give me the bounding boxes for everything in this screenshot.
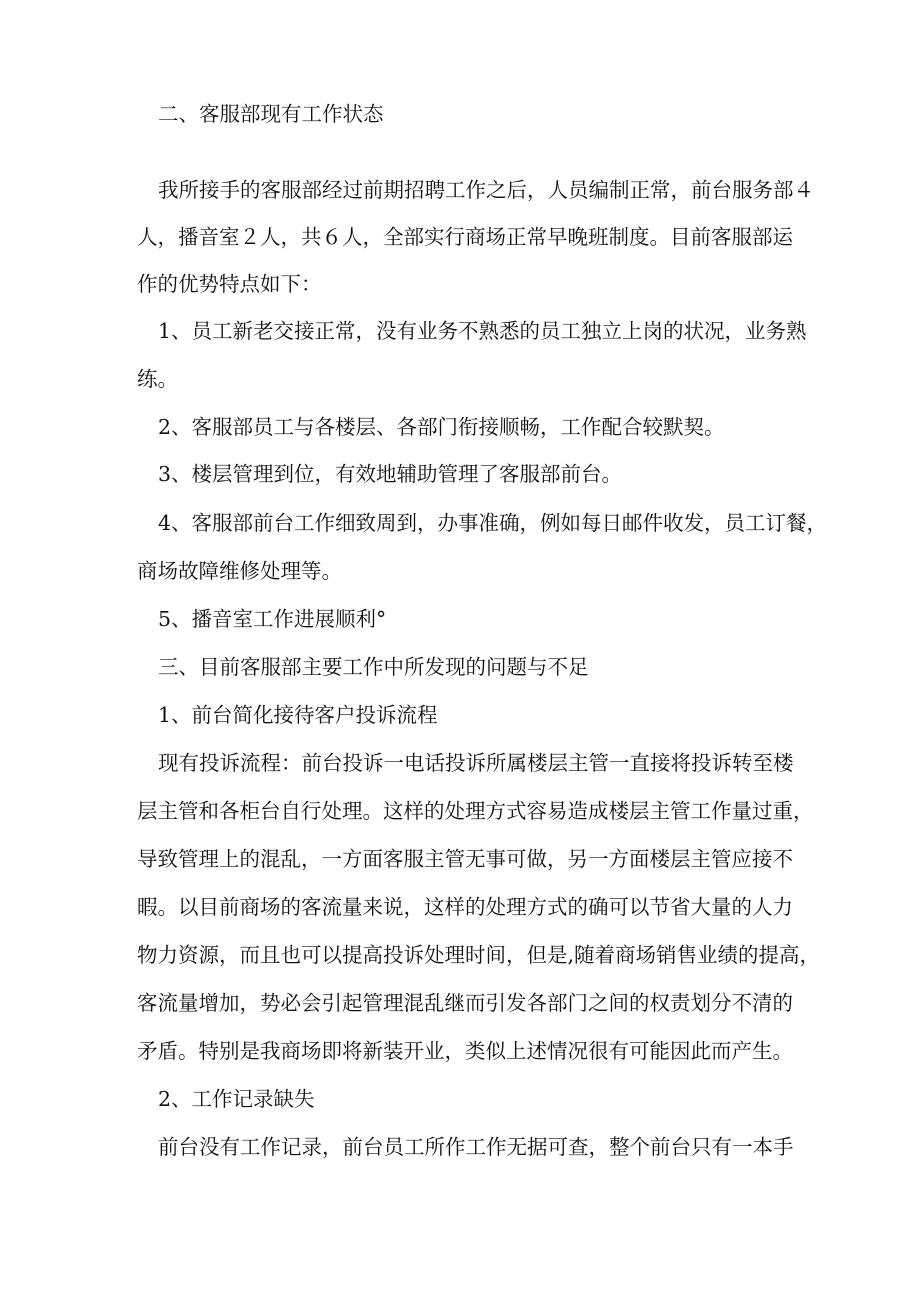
section-heading-problems: 三、目前客服部主要工作中所发现的问题与不足	[158, 655, 589, 679]
list-item-4: 4、客服部前台工作细致周到，办事准确，例如每日邮件收发，员工订餐，	[158, 511, 828, 535]
subheading-complaint-process: 1、前台简化接待客户投诉流程	[158, 703, 438, 727]
section-heading-current-status: 二、客服部现有工作状态	[158, 102, 384, 126]
paragraph-line: 作的优势特点如下：	[137, 272, 322, 296]
list-item-5: 5、播音室工作进展顺利°	[158, 607, 387, 631]
list-item-3: 3、楼层管理到位，有效地辅助管理了客服部前台。	[158, 462, 623, 486]
paragraph-line: 暇。以目前商场的客流量来说，这样的处理方式的确可以节省大量的人力	[137, 895, 793, 919]
list-item-1-continued: 练。	[137, 367, 178, 391]
paragraph-line: 层主管和各柜台自行处理。这样的处理方式容易造成楼层主管工作量过重，	[137, 799, 814, 823]
paragraph-line: 我所接手的客服部经过前期招聘工作之后，人员编制正常，前台服务部４	[158, 178, 814, 202]
paragraph-line: 人，播音室２人，共６人，全部实行商场正常早晚班制度。目前客服部运	[137, 225, 793, 249]
list-item-1: 1、员工新老交接正常，没有业务不熟悉的员工独立上岗的状况，业务熟	[158, 319, 807, 343]
paragraph-line: 物力资源，而且也可以提高投诉处理时间，但是,随着商场销售业绩的提高，	[137, 943, 821, 967]
paragraph-line: 客流量增加，势必会引起管理混乱继而引发各部门之间的权责划分不清的	[137, 991, 793, 1015]
list-item-2: 2、客服部员工与各楼层、各部门衔接顺畅，工作配合较默契。	[158, 415, 725, 439]
paragraph-line: 现有投诉流程：前台投诉一电话投诉所属楼层主管一直接将投诉转至楼	[158, 751, 794, 775]
list-item-4-continued: 商场故障维修处理等。	[137, 559, 342, 583]
subheading-work-records: 2、工作记录缺失	[158, 1087, 315, 1111]
paragraph-line: 前台没有工作记录，前台员工所作工作无据可查，整个前台只有一本手	[158, 1135, 794, 1159]
paragraph-line: 矛盾。特别是我商场即将新装开业，类似上述情况很有可能因此而产生。	[137, 1039, 793, 1063]
paragraph-line: 导致管理上的混乱，一方面客服主管无事可做，另一方面楼层主管应接不	[137, 847, 793, 871]
